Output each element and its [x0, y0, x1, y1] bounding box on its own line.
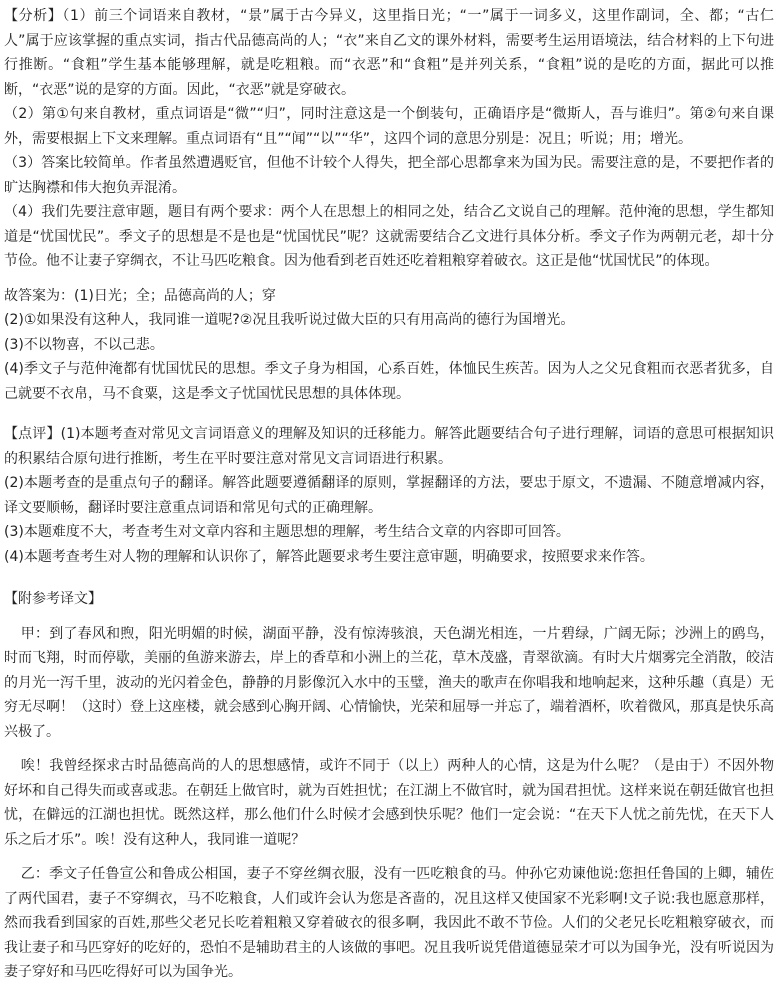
comment-line-1: 【点评】(1)本题考查对常见文言词语意义的理解及知识的迁移能力。解答此题要结合句子进行理解，词语的意思可根据知识的积累结合原句进行推断，考生在平时要注意对常见文言词语进行积累。	[4, 426, 774, 467]
spacer	[4, 406, 774, 422]
analysis-paragraph-2: （2）第①句来自教材，重点词语是“微”“归”，同时注意这是一个倒装句，正确语序是“微斯人，吾与谁归”。第②句来自课外，需要根据上下文来理解。重点词语有“且”“闻”“以”“华”，这四个词的意思分别是：况且；听说；用；增光。	[4, 106, 774, 147]
analysis-paragraph-3: （3）答案比较简单。作者虽然遭遇贬官，但他不计较个人得失，把全部心思都拿来为国为民。需要注意的是，不要把作者的旷达胸襟和伟大抱负弄混淆。	[4, 155, 774, 196]
answer-line-2: (2)①如果没有这种人，我同谁一道呢?②况且我听说过做大臣的只有用高尚的德行为国增光。	[4, 312, 575, 328]
translation-paragraph-yi: 乙：季文子任鲁宣公和鲁成公相国，妻子不穿丝绸衣服，没有一匹吃粮食的马。仲孙它劝谏他说:您担任鲁国的上卿，辅佐了两代国君，妻子不穿绸衣，马不吃粮食，人们或许会认为您是吝啬的，况且这样又使国家不光彩啊!文子说:我也愿意那样，然而我看到国家的百姓,那些父老兄长吃着粗粮又穿着破衣的很多啊，我因此不敢不节俭。人们的父老兄长吃粗粮穿破衣，而我让妻子和马匹穿好的吃好的，恐怕不是辅助君主的人该做的事吧。况且我听说凭借道德显荣才可以为国争光，没有听说因为妻子穿好和马匹吃得好可以为国争光。	[4, 866, 774, 980]
translation-paragraph-2: 唉！我曾经探求古时品德高尚的人的思想感情，或许不同于（以上）两种人的心情，这是为什么呢？（是由于）不因外物好坏和自己得失而或喜或悲。在朝廷上做官时，就为百姓担忧；在江湖上不做官时，就为国君担忧。这样来说在朝廷做官也担忧，在僻远的江湖也担忧。既然这样，那么他们什么时候才会感到快乐呢？他们一定会说：“在天下人忧之前先忧，在天下人乐之后才乐”。唉！没有这种人，我同谁一道呢？	[4, 758, 774, 848]
spacer	[4, 569, 774, 587]
comment-line-2: (2)本题考查的是重点句子的翻译。解答此题要遵循翻译的原则，掌握翻译的方法，要忠于原文，不遗漏、不随意增减内容，译文要顺畅，翻译时要注意重点词语和常见句式的正确理解。	[4, 475, 774, 516]
spacer	[4, 274, 774, 284]
spacer	[4, 612, 774, 622]
translation-paragraph-jia: 甲：到了春风和煦，阳光明媚的时候，湖面平静，没有惊涛骇浪，天色湖光相连，一片碧绿，广阔无际；沙洲上的鸥鸟，时而飞翔，时而停歇，美丽的鱼游来游去，岸上的香草和小洲上的兰花，草木茂盛，青翠欲滴。有时大片烟雾完全消散，皎洁的月光一泻千里，波动的光闪着金色，静静的月影像沉入水中的玉璧，渔夫的歌声在你唱我和地响起来，这种乐趣（真是）无穷无尽啊！（这时）登上这座楼，就会感到心胸开阔、心情愉快，光荣和屈辱一并忘了，端着酒杯，吹着微风，那真是快乐高兴极了。	[4, 625, 774, 740]
answer-line-4: (4)季文子与范仲淹都有忧国忧民的思想。季文子身为相国，心系百姓，体恤民生疾苦。因为人之父兄食粗而衣恶者犹多，自己就要不衣帛，马不食粟，这是季文子忧国忧民思想的具体体现。	[4, 361, 774, 402]
answer-line-3: (3)不以物喜，不以己悲。	[4, 336, 164, 353]
spacer	[4, 852, 774, 862]
spacer	[4, 744, 774, 754]
analysis-paragraph-1: 【分析】（1）前三个词语来自教材，“景”属于古今异义，这里指日光；“一”属于一词多义，这里作副词，全、都；“古仁人”属于应该掌握的重点实词，指古代品德高尚的人；“衣”来自乙文的课外材料，需要考生运用语境法，结合材料的上下句进行推断。“食粗”学生基本能够理解，就是吃粗粮。而“衣恶”和“食粗”是并列关系，“食粗”说的是吃的方面，据此可以推断，“衣恶”说的是穿的方面。因此，“衣恶”就是穿破衣。	[4, 8, 774, 98]
comment-line-3: (3)本题难度不大，考查考生对文章内容和主题思想的理解，考生结合文章的内容即可回答。	[4, 524, 570, 540]
translation-heading: 【附参考译文】	[4, 591, 102, 607]
comment-line-4: (4)本题考查考生对人物的理解和认识你了，解答此题要求考生要注意审题，明确要求，按照要求来作答。	[4, 548, 654, 565]
answer-line-1: 故答案为：(1)日光；全；品德高尚的人；穿	[4, 287, 276, 304]
document	[4, 4, 774, 985]
analysis-paragraph-4: （4）我们先要注意审题，题目有两个要求：两个人在思想上的相同之处，结合乙文说自己的理解。范仲淹的思想，学生都知道是“忧国忧民”。季文子的思想是不是也是“忧国忧民”呢？这就需要结合乙文进行具体分析。季文子作为两朝元老，却十分节俭。他不让妻子穿绸衣，不让马匹吃粮食。因为他看到老百姓还吃着粗粮穿着破衣。这正是他“忧国忧民”的体现。	[4, 204, 774, 269]
